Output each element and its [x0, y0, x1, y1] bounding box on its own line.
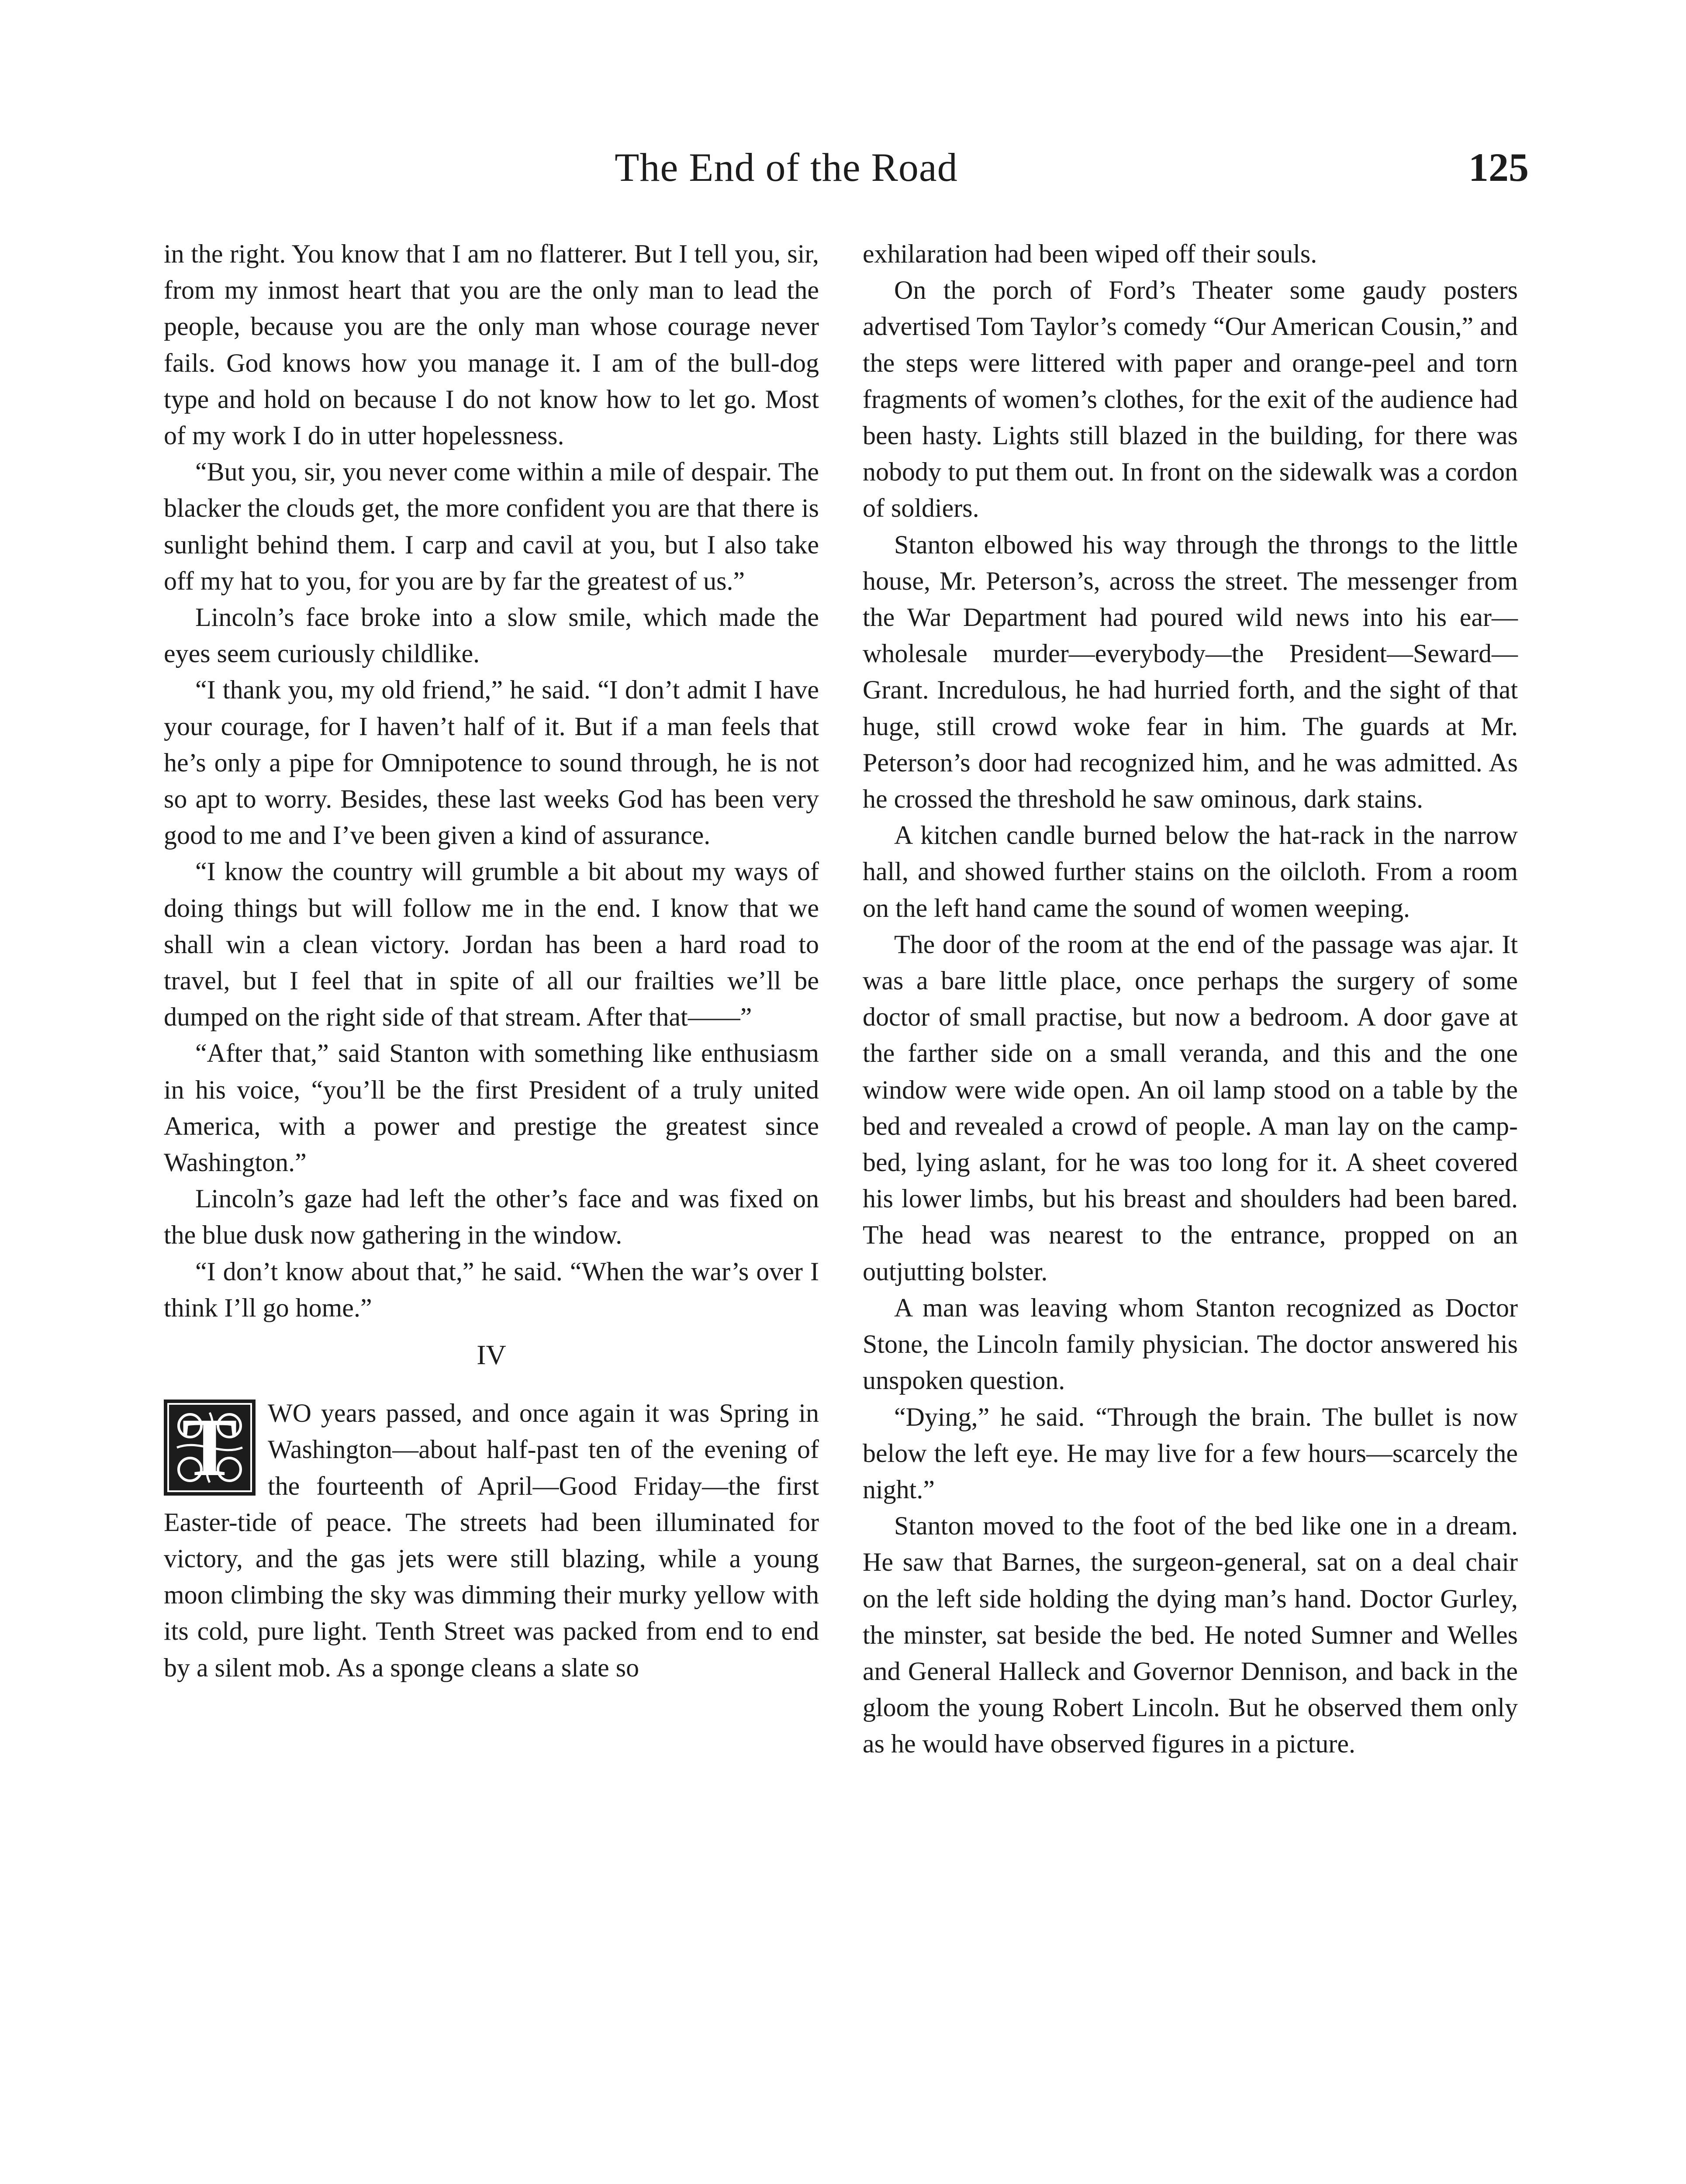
paragraph: Stanton moved to the foot of the bed like one in a dream. He saw that Barnes, the surgeon-general, sat on a deal chair on the left side holding the dying man’s hand. Doctor Gurley, the minster, sat beside the bed. He noted Sumner and Welles and General Halleck and Governor Dennison, and back in the gloom the young Robert Lincoln. But he observed them only as he would have observed figures in a picture.	[863, 1511, 1518, 1759]
running-head	[0, 144, 1686, 205]
paragraph: “I don’t know about that,” he said. “When the war’s over I think I’ll go home.”	[164, 1257, 819, 1322]
dropcap-letter: T	[182, 1402, 238, 1494]
left-column	[164, 236, 819, 1686]
paragraph: “I thank you, my old friend,” he said. “I don’t admit I have your courage, for I haven’t half of it. But if a man feels that he’s only a pipe for Omnipotence to sound through, he is not so apt to worry. Besides, these last weeks God has been very good to me and I’ve been given a kind of assurance.	[164, 675, 819, 850]
paragraph: On the porch of Ford’s Theater some gaudy posters advertised Tom Taylor’s comedy “Our American Cousin,” and the steps were littered with paper and orange-peel and torn fragments of women’s clothes, for the exit of the audience had been hasty. Lights still blazed in the building, for there was nobody to put them out. In front on the sidewalk was a cordon of soldiers.	[863, 276, 1518, 523]
right-column	[863, 236, 1518, 1762]
paragraph: “But you, sir, you never come within a mile of despair. The blacker the clouds get, the more confident you are that there is sunlight behind them. I carp and cavil at you, but I also take off my hat to you, for you are by far the greatest of us.”	[164, 457, 819, 595]
paragraph: Lincoln’s face broke into a slow smile, which made the eyes seem curiously childlike.	[164, 603, 819, 668]
running-title: The End of the Road	[615, 145, 958, 190]
paragraph: A man was leaving whom Stanton recognized as Doctor Stone, the Lincoln family physician. The doctor answered his unspoken question.	[863, 1293, 1518, 1395]
section-heading: IV	[477, 1339, 506, 1371]
paragraph: A kitchen candle burned below the hat-rack in the narrow hall, and showed further stains on the oilcloth. From a room on the left hand came the sound of women weeping.	[863, 821, 1518, 923]
paragraph: Lincoln’s gaze had left the other’s face and was fixed on the blue dusk now gathering in the window.	[164, 1184, 819, 1250]
dropcap-paragraph	[164, 1395, 819, 1686]
paragraph: The door of the room at the end of the passage was ajar. It was a bare little place, once perhaps the surgery of some doctor of small practise, but now a bedroom. A door gave at the farther side on a small veranda, and this and the one window were wide open. An oil lamp stood on a table by the bed and revealed a crowd of people. A man lay on the camp-bed, lying aslant, for he was too long for it. A sheet covered his lower limbs, but his breast and shoulders had been bared. The head was nearest to the entrance, propped on an outjutting bolster.	[863, 930, 1518, 1286]
ornamental-initial-icon	[164, 1400, 256, 1496]
paragraph: “After that,” said Stanton with something like enthusiasm in his voice, “you’ll be the first President of a truly united America, with a power and prestige the greatest since Washington.”	[164, 1039, 819, 1177]
page-number: 125	[1468, 145, 1529, 190]
paragraph: “I know the country will grumble a bit about my ways of doing things but will follow me in the end. I know that we shall win a clean victory. Jordan has been a hard road to travel, but I feel that in spite of all our frailties we’ll be dumped on the right side of that stream. After that——”	[164, 857, 819, 1032]
paragraph: in the right. You know that I am no flatterer. But I tell you, sir, from my inmost heart that you are the only man to lead the people, because you are the only man whose courage never fails. God knows how you manage it. I am of the bull-dog type and hold on because I do not know how to let go. Most of my work I do in utter hopelessness.	[164, 239, 819, 450]
paragraph-text: WO years passed, and once again it was Spring in Washington—about half-past ten of the evening of the fourteenth of April—Good Friday—the first Easter-tide of peace. The streets had been illuminated for victory, and the gas jets were still blazing, while a young moon climbing the sky was dimming their murky yellow with its cold, pure light. Tenth Street was packed from end to end by a silent mob. As a sponge cleans a slate so	[164, 1399, 819, 1682]
paragraph: “Dying,” he said. “Through the brain. The bullet is now below the left eye. He may live for a few hours—scarcely the night.”	[863, 1402, 1518, 1504]
paragraph: exhilaration had been wiped off their souls.	[863, 239, 1317, 268]
paragraph: Stanton elbowed his way through the throngs to the little house, Mr. Peterson’s, across the street. The messenger from the War Department had poured wild news into his ear—wholesale murder—everybody—the President—Seward—Grant. Incredulous, he had hurried forth, and the sight of that huge, still crowd woke fear in him. The guards at Mr. Peterson’s door had recognized him, and he was admitted. As he crossed the threshold he saw ominous, dark stains.	[863, 530, 1518, 814]
